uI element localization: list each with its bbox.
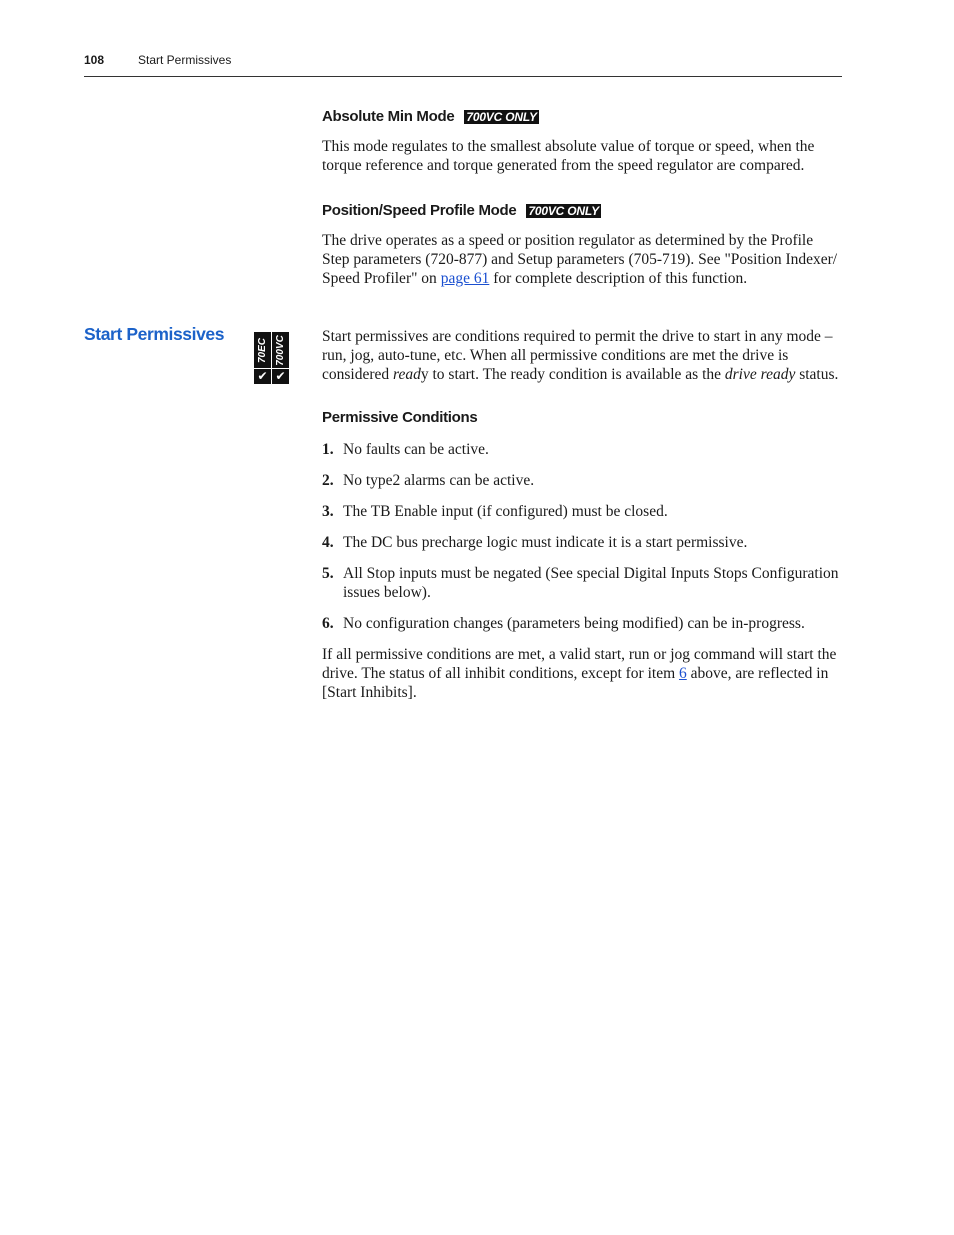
list-item — [322, 614, 842, 633]
list-text: No type2 alarms can be active. — [343, 472, 535, 489]
list-number: 6. — [322, 615, 334, 632]
product-label-700vc: 700VC — [275, 334, 287, 366]
vc-only-badge: 700VC ONLY — [466, 109, 537, 124]
permissive-conditions-list — [322, 440, 842, 633]
position-speed-body-tail: for complete description of this function. — [489, 270, 748, 287]
running-title: Start Permissives — [138, 53, 232, 67]
list-number: 3. — [322, 503, 334, 520]
permissive-closing — [322, 645, 842, 702]
list-text: All Stop inputs must be negated (See special Digital Inputs Stops Configuration issues below). — [343, 565, 839, 601]
permissive-conditions-heading: Permissive Conditions — [322, 409, 478, 426]
checkmark-icon: ✔ — [272, 368, 289, 384]
vc-only-badge: 700VC ONLY — [528, 203, 599, 218]
permissive-conditions-section — [322, 409, 842, 702]
closing-text: If all permissive conditions are met, a valid start, run or jog command will start the drive. The status of all inhibit conditions, except for item — [322, 646, 837, 682]
list-text: No configuration changes (parameters being modified) can be in-progress. — [343, 615, 805, 632]
list-number: 5. — [322, 565, 334, 582]
list-text: No faults can be active. — [343, 441, 489, 458]
product-applicability-box — [254, 332, 289, 384]
closing-tail: above, are reflected in [Start Inhibits]. — [322, 665, 829, 701]
intro-text-1: Start permissives are conditions required to permit the drive to start in any mode – run, jog, auto-tune, etc. When all permissive conditions are met the drive is considered — [322, 328, 833, 383]
position-speed-body — [322, 231, 842, 288]
absolute-min-section — [322, 108, 842, 175]
list-item — [322, 564, 842, 602]
intro-italic-ready: read — [393, 366, 421, 383]
list-item — [322, 502, 842, 521]
position-speed-heading-text: Position/Speed Profile Mode — [322, 202, 517, 219]
list-text: The TB Enable input (if configured) must be closed. — [343, 503, 668, 520]
absolute-min-body: This mode regulates to the smallest absolute value of torque or speed, when the torque reference and torque generated from the speed regulator are compared. — [322, 138, 815, 174]
list-number: 4. — [322, 534, 334, 551]
list-item — [322, 440, 842, 459]
product-70ec — [254, 332, 271, 384]
absolute-min-heading-text: Absolute Min Mode — [322, 108, 455, 125]
item-6-link[interactable]: 6 — [679, 665, 687, 682]
position-speed-body-text: The drive operates as a speed or position regulator as determined by the Profile Step parameters (720-877) and Setup parameters (705-719). See "Position Indexer/ Speed Profiler" on — [322, 232, 838, 287]
page-header — [84, 52, 842, 77]
start-permissives-intro — [322, 327, 842, 384]
intro-italic-drive-ready: drive ready — [724, 366, 796, 383]
list-item — [322, 471, 842, 490]
position-speed-section — [322, 202, 842, 288]
list-number: 2. — [322, 472, 334, 489]
list-number: 1. — [322, 441, 334, 458]
product-label-70ec: 70EC — [257, 337, 269, 363]
page-61-link[interactable]: page 61 — [440, 270, 490, 287]
intro-text-2: y to start. The ready condition is available as the — [420, 366, 725, 383]
position-speed-heading — [322, 202, 842, 219]
checkmark-icon: ✔ — [254, 368, 271, 384]
product-700vc — [272, 332, 289, 384]
list-text: The DC bus precharge logic must indicate it is a start permissive. — [343, 534, 748, 551]
start-permissives-body — [322, 327, 842, 384]
list-item — [322, 533, 842, 552]
intro-text-3: status. — [795, 366, 839, 383]
section-title-start-permissives: Start Permissives — [84, 324, 225, 344]
absolute-min-heading — [322, 108, 842, 125]
page-number: 108 — [84, 53, 105, 67]
